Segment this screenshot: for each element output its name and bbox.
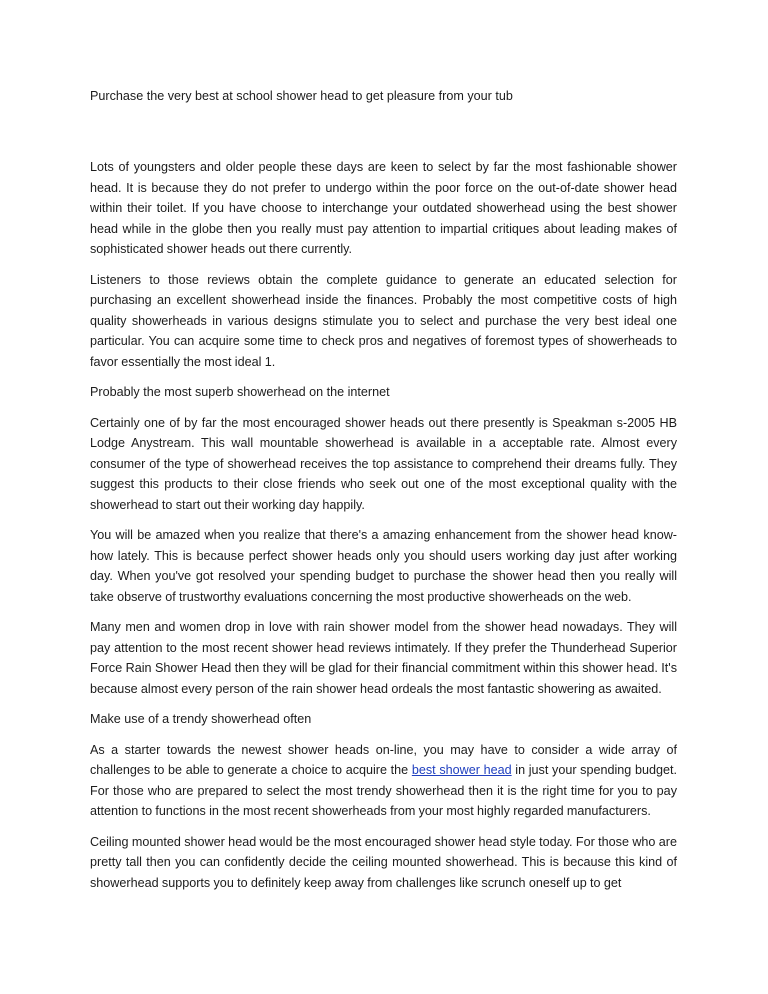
spacer [90,403,677,413]
paragraph-amazed: You will be amazed when you realize that there's a amazing enhancement from the shower head know-how lately. This is because perfect shower heads only you should users working day just after working day. When you've got resolved your spending budget to purchase the shower head then you really will take observe of trustworthy evaluations concerning the most productive showerheads on the web. [90,528,677,604]
section-heading-superb: Probably the most superb showerhead on the internet [90,385,390,399]
paragraph-text: As a starter towards the newest shower heads on-line, you may have to consider a wide array of challenges to be able to generate a choice to acquire the [90,742,677,777]
paragraph-text: in just your spending budget. For those who are prepared to select the most trendy showerhead then it is the right time for you to pay attention to functions in the most recent showerheads from your most highly regarded manufacturers. [90,763,677,818]
spacer [90,106,677,157]
spacer [90,515,677,525]
spacer [90,822,677,832]
spacer [90,730,677,740]
document-page [90,86,677,893]
paragraph-rain-shower: Many men and women drop in love with rain shower model from the shower head nowadays. They will pay attention to the most recent shower head reviews intimately. If they prefer the Thunderhead Superior Force Rain Shower Head then they will be glad for their financial commitment within this shower head. It's because almost every person of the rain shower head ordeals the most fantastic showering as awaited. [90,620,677,696]
spacer [90,607,677,617]
paragraph-starter [90,740,677,822]
spacer [90,260,677,270]
document-title: Purchase the very best at school shower head to get pleasure from your tub [90,89,513,103]
spacer [90,699,677,709]
paragraph-intro: Lots of youngsters and older people these days are keen to select by far the most fashionable shower head. It is because they do not prefer to undergo within the poor force on the out-of-date shower head within their toilet. If you have choose to interchange your outdated showerhead using the best shower head while in the globe then you really must pay attention to impartial critiques about leading makes of sophisticated shower heads out there currently. [90,160,677,256]
paragraph-ceiling: Ceiling mounted shower head would be the most encouraged shower head style today. For those who are pretty tall then you can confidently decide the ceiling mounted showerhead. This is because this kind of showerhead supports you to definitely keep away from challenges like scrunch oneself up to get [90,834,677,890]
paragraph-listeners: Listeners to those reviews obtain the complete guidance to generate an educated selection for purchasing an excellent showerhead inside the finances. Probably the most competitive costs of high quality showerheads in various designs stimulate you to select and purchase the very best ideal one particular. You can acquire some time to check pros and negatives of foremost types of showerheads to favor essentially the most ideal 1. [90,272,677,369]
best-shower-head-link[interactable]: best shower head [411,763,512,777]
spacer [90,372,677,382]
paragraph-speakman: Certainly one of by far the most encouraged shower heads out there presently is Speakman s-2005 HB Lodge Anystream. This wall mountable showerhead is available in a acceptable rate. Almost every consumer of the type of showerhead receives the top assistance to comprehend their dreams fully. They suggest this products to their close friends who seek out one of the most exceptional quality with the showerhead to start out their working day happily. [90,415,677,512]
section-heading-trendy: Make use of a trendy showerhead often [90,712,312,726]
